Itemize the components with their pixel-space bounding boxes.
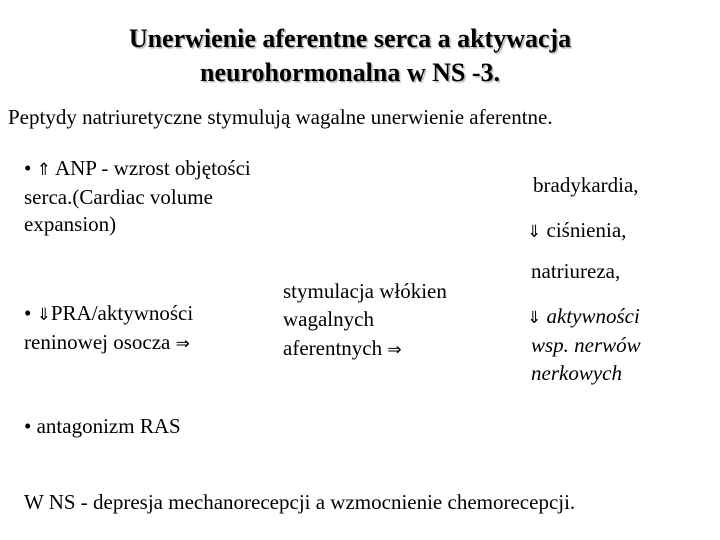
footer-text: W NS - depresja mechanorecepcji a wzmocnienie chemorecepcji. — [24, 490, 576, 514]
up-double-arrow-icon: ⇑ — [36, 160, 51, 180]
pra-bullet — [24, 300, 193, 328]
subtitle: Peptydy natriuretyczne stymulują wagalne unerwienie aferentne. — [8, 105, 553, 129]
ras-text: antagonizm RAS — [36, 414, 181, 438]
slide-title — [0, 22, 700, 90]
bullet-dot: • — [24, 156, 32, 180]
anp-bullet — [24, 155, 251, 183]
aktywnosc-line2: wsp. nerwów — [531, 333, 641, 357]
bradykardia-text: bradykardia, — [533, 173, 639, 197]
bullet-dot: • — [24, 414, 32, 438]
slide-title-line2: neurohormonalna w NS -3. — [199, 58, 500, 87]
cisnienie-text: ciśnienia, — [546, 218, 627, 242]
anp-line1: ANP - wzrost objętości — [54, 156, 251, 180]
ras-bullet — [24, 413, 181, 439]
pra-line2 — [24, 329, 190, 357]
aktywnosc-line1 — [527, 303, 640, 331]
middle-line3 — [283, 335, 402, 363]
implies-arrow-icon: ⇒ — [387, 340, 402, 360]
cisnienie-row — [527, 217, 626, 245]
down-double-arrow-icon: ⇓ — [527, 222, 542, 242]
anp-line3: expansion) — [24, 212, 117, 236]
aktywnosc-line1-text: aktywności — [546, 304, 640, 328]
anp-line2: serca.(Cardiac volume — [24, 185, 213, 209]
pra-line1: PRA/aktywności — [50, 301, 194, 325]
down-double-arrow-icon: ⇓ — [36, 305, 51, 325]
bullet-dot: • — [24, 301, 32, 325]
aktywnosc-line3: nerkowych — [531, 361, 622, 385]
down-double-arrow-icon: ⇓ — [527, 308, 542, 328]
middle-line1: stymulacja włókien — [283, 279, 447, 303]
slide-title-line1: Unerwienie aferentne serca a aktywacja — [128, 24, 572, 53]
implies-arrow-icon: ⇒ — [175, 334, 190, 354]
middle-line2: wagalnych — [283, 307, 374, 331]
natriureza-text: natriureza, — [531, 259, 621, 283]
middle-line3-text: aferentnych — [283, 336, 383, 360]
pra-line2-text: reninowej osocza — [24, 330, 171, 354]
